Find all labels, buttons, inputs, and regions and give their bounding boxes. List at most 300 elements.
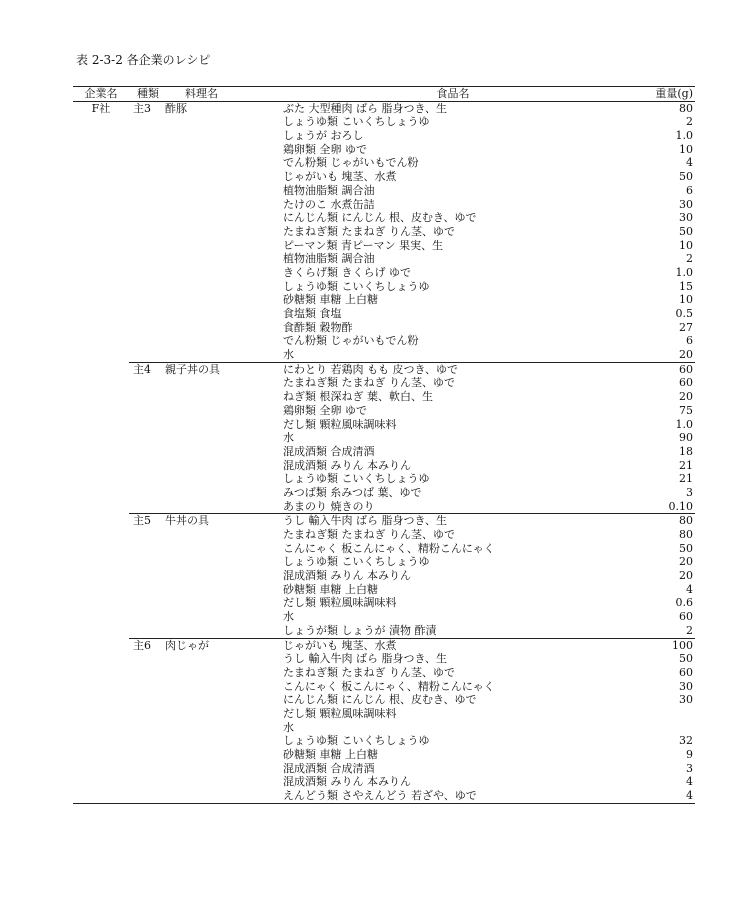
- type-cell: [129, 610, 165, 624]
- food-cell: しょうゆ類 こいくちしょうゆ: [283, 115, 430, 129]
- dish-cell: 酢豚: [165, 101, 187, 115]
- weight-cell: 18: [679, 444, 693, 458]
- type-cell: [129, 143, 165, 157]
- dish-cell: [165, 624, 283, 638]
- weight-cell: 1.0: [675, 265, 693, 279]
- table-row: [73, 239, 695, 253]
- company-cell: [73, 307, 129, 321]
- type-cell: [129, 156, 165, 170]
- type-cell: [129, 789, 165, 803]
- dish-cell: [165, 500, 283, 514]
- company-cell: [73, 211, 129, 225]
- type-cell: [129, 129, 165, 143]
- table-row: [73, 334, 695, 348]
- table-row: [73, 596, 695, 610]
- table-row: [73, 680, 695, 694]
- table-header: [73, 87, 695, 102]
- weight-cell: 20: [679, 348, 693, 362]
- dish-cell: [165, 143, 283, 157]
- food-cell: たまねぎ類 たまねぎ りん茎、ゆで: [283, 528, 455, 541]
- dish-cell: [165, 293, 283, 307]
- weight-cell: 0.10: [668, 499, 693, 513]
- dish-cell: [165, 707, 283, 721]
- weight-cell: 80: [623, 514, 695, 528]
- table-row: [73, 293, 695, 307]
- food-cell: たまねぎ類 たまねぎ りん茎、ゆで: [283, 665, 455, 679]
- weight-cell: 32: [679, 734, 693, 748]
- table-row: [73, 542, 695, 556]
- dish-cell: [165, 610, 283, 624]
- company-cell: [73, 775, 129, 789]
- type-cell: [129, 280, 165, 294]
- weight-cell: 6: [686, 334, 693, 348]
- weight-cell: 75: [679, 403, 693, 417]
- type-cell: [129, 376, 165, 390]
- company-cell: [73, 348, 129, 362]
- table-row: [73, 170, 695, 184]
- type-cell: [129, 583, 165, 597]
- company-cell: [73, 762, 129, 776]
- table-row: [73, 101, 695, 115]
- weight-cell: 100: [623, 638, 695, 652]
- food-cell: うし 輸入牛肉 ばら 脂身つき、生: [283, 652, 448, 666]
- table-row: [73, 734, 695, 748]
- dish-cell: [165, 652, 283, 666]
- food-cell: 砂糖類 車糖 上白糖: [283, 748, 378, 761]
- type-cell: [129, 225, 165, 239]
- weight-cell: 3: [686, 485, 693, 499]
- header-row: [73, 87, 695, 102]
- company-cell: [73, 184, 129, 198]
- weight-cell: 30: [679, 693, 693, 707]
- food-cell: ピーマン類 青ピーマン 果実、生: [283, 238, 444, 252]
- food-cell: きくらげ類 きくらげ ゆで: [283, 265, 411, 279]
- weight-cell: 50: [679, 652, 693, 666]
- food-cell: しょうゆ類 こいくちしょうゆ: [283, 555, 430, 569]
- table-row: [73, 775, 695, 789]
- table-row: [73, 390, 695, 404]
- company-cell: [73, 500, 129, 514]
- table-row: [73, 307, 695, 321]
- company-cell: F社: [91, 101, 111, 115]
- type-cell: [129, 762, 165, 776]
- company-cell: [73, 514, 129, 528]
- company-cell: [73, 459, 129, 473]
- type-cell: [129, 528, 165, 542]
- type-cell: [129, 293, 165, 307]
- company-cell: [73, 680, 129, 694]
- food-cell: じゃがいも 塊茎、水煮: [283, 638, 623, 652]
- company-cell: [73, 362, 129, 376]
- type-cell: [129, 472, 165, 486]
- food-cell: 混成酒類 みりん 本みりん: [283, 458, 411, 472]
- food-cell: しょうゆ類 こいくちしょうゆ: [283, 472, 430, 486]
- table-row: [73, 143, 695, 157]
- type-cell: [129, 652, 165, 666]
- company-cell: [73, 129, 129, 143]
- company-cell: [73, 225, 129, 239]
- type-cell: [129, 431, 165, 445]
- dish-cell: [165, 170, 283, 184]
- type-cell: [129, 775, 165, 789]
- type-cell: [129, 666, 165, 680]
- type-cell: [129, 555, 165, 569]
- food-cell: しょうが おろし: [283, 129, 364, 143]
- dish-cell: [165, 334, 283, 348]
- dish-cell: [165, 748, 283, 762]
- weight-cell: 21: [679, 472, 693, 486]
- header-dish: 料理名: [185, 87, 218, 100]
- type-cell: [129, 748, 165, 762]
- table-row: [73, 500, 695, 514]
- weight-cell: 30: [679, 211, 693, 225]
- dish-cell: [165, 198, 283, 212]
- dish-cell: [165, 307, 283, 321]
- company-cell: [73, 143, 129, 157]
- header-weight: 重量(g): [655, 87, 693, 100]
- food-cell: たけのこ 水煮缶詰: [283, 197, 375, 211]
- company-cell: [73, 583, 129, 597]
- table-row: [73, 376, 695, 390]
- food-cell: でん粉類 じゃがいもでん粉: [283, 156, 419, 170]
- food-cell: しょうゆ類 こいくちしょうゆ: [283, 734, 430, 748]
- dish-cell: [165, 666, 283, 680]
- dish-cell: [165, 129, 283, 143]
- food-cell: 植物油脂類 調合油: [283, 183, 375, 197]
- type-cell: [129, 334, 165, 348]
- table-row: [73, 445, 695, 459]
- food-cell: しょうが類 しょうが 漬物 酢漬: [283, 623, 437, 637]
- weight-cell: 80: [679, 528, 693, 541]
- table-row: [73, 748, 695, 762]
- table-row: [73, 569, 695, 583]
- weight-cell: 1.0: [675, 129, 693, 143]
- table-row: [73, 280, 695, 294]
- dish-cell: [165, 555, 283, 569]
- type-cell: [129, 459, 165, 473]
- table-row: [73, 266, 695, 280]
- company-cell: [73, 252, 129, 266]
- type-cell: [129, 693, 165, 707]
- dish-cell: [165, 418, 283, 432]
- weight-cell: 50: [679, 170, 693, 184]
- dish-cell: [165, 542, 283, 556]
- dish-cell: [165, 472, 283, 486]
- weight-cell: 4: [686, 156, 693, 170]
- food-cell: 水: [283, 720, 294, 734]
- food-cell: じゃがいも 塊茎、水煮: [283, 170, 397, 184]
- table-row: [73, 184, 695, 198]
- table-row: [73, 225, 695, 239]
- weight-cell: 30: [679, 197, 693, 211]
- weight-cell: 60: [679, 610, 693, 624]
- weight-cell: 80: [679, 101, 693, 115]
- table-row: [73, 362, 695, 376]
- type-cell: [129, 445, 165, 459]
- food-cell: 混成酒類 みりん 本みりん: [283, 569, 411, 583]
- company-cell: [73, 638, 129, 652]
- dish-cell: [165, 184, 283, 198]
- dish-cell: [165, 734, 283, 748]
- table-caption: 表 2-3-2 各企業のレシピ: [76, 53, 211, 67]
- food-cell: 鶏卵類 全卵 ゆで: [283, 142, 367, 156]
- company-cell: [73, 334, 129, 348]
- food-cell: 鶏卵類 全卵 ゆで: [283, 403, 367, 417]
- food-cell: うし 輸入牛肉 ばら 脂身つき、生: [283, 514, 623, 528]
- type-cell: [129, 500, 165, 514]
- food-cell: たまねぎ類 たまねぎ りん茎、ゆで: [283, 376, 455, 390]
- weight-cell: 60: [623, 362, 695, 376]
- weight-cell: 15: [679, 279, 693, 293]
- table-row: [73, 624, 695, 638]
- food-cell: だし類 顆粒風味調味料: [283, 706, 397, 720]
- type-cell: 主4: [129, 362, 165, 376]
- weight-cell: 20: [679, 569, 693, 583]
- table-row: [73, 252, 695, 266]
- type-cell: [129, 348, 165, 362]
- weight-cell: 2: [686, 115, 693, 129]
- company-cell: [73, 486, 129, 500]
- dish-cell: [165, 376, 283, 390]
- dish-cell: 肉じゃが: [165, 638, 283, 652]
- food-cell: にわとり 若鶏肉 もも 皮つき、ゆで: [283, 362, 623, 376]
- table-row: [73, 486, 695, 500]
- table-row: [73, 404, 695, 418]
- type-cell: [129, 170, 165, 184]
- food-cell: しょうゆ類 こいくちしょうゆ: [283, 279, 430, 293]
- table-row: [73, 693, 695, 707]
- weight-cell: 2: [686, 252, 693, 266]
- company-cell: [73, 280, 129, 294]
- table-row: [73, 321, 695, 335]
- dish-cell: [165, 266, 283, 280]
- dish-cell: [165, 693, 283, 707]
- table-row: [73, 583, 695, 597]
- type-cell: [129, 307, 165, 321]
- weight-cell: 10: [679, 238, 693, 252]
- weight-cell: 20: [679, 555, 693, 569]
- company-cell: [73, 596, 129, 610]
- weight-cell: 60: [679, 376, 693, 390]
- weight-cell: 1.0: [675, 417, 693, 431]
- type-cell: [129, 252, 165, 266]
- company-cell: [73, 789, 129, 803]
- company-cell: [73, 569, 129, 583]
- table-row: [73, 472, 695, 486]
- weight-cell: 27: [679, 320, 693, 334]
- dish-cell: [165, 680, 283, 694]
- dish-cell: [165, 721, 283, 735]
- food-cell: 混成酒類 合成清酒: [283, 761, 375, 775]
- company-cell: [73, 748, 129, 762]
- food-cell: にんじん類 にんじん 根、皮むき、ゆで: [283, 693, 477, 707]
- company-cell: [73, 472, 129, 486]
- food-cell: ねぎ類 根深ねぎ 葉、軟白、生: [283, 390, 433, 404]
- table-row: [73, 459, 695, 473]
- dish-cell: [165, 775, 283, 789]
- table-row: [73, 198, 695, 212]
- weight-cell: 3: [686, 761, 693, 775]
- table-row: [73, 528, 695, 542]
- food-cell: にんじん類 にんじん 根、皮むき、ゆで: [283, 211, 477, 225]
- weight-cell: 6: [686, 183, 693, 197]
- company-cell: [73, 170, 129, 184]
- table-row: [73, 555, 695, 569]
- dish-cell: [165, 583, 283, 597]
- company-cell: [73, 734, 129, 748]
- table-row: [73, 115, 695, 129]
- type-cell: [129, 569, 165, 583]
- food-cell: 混成酒類 みりん 本みりん: [283, 775, 411, 789]
- header-company: 企業名: [84, 87, 118, 100]
- food-cell: あまのり 焼きのり: [283, 499, 375, 513]
- type-cell: 主6: [129, 638, 165, 652]
- weight-cell: 30: [679, 679, 693, 693]
- food-cell: こんにゃく 板こんにゃく、精粉こんにゃく: [283, 541, 495, 555]
- food-cell: 植物油脂類 調合油: [283, 252, 375, 266]
- dish-cell: [165, 390, 283, 404]
- table-row: [73, 707, 695, 721]
- dish-cell: [165, 762, 283, 776]
- table-row: [73, 348, 695, 362]
- type-cell: [129, 680, 165, 694]
- company-cell: [73, 293, 129, 307]
- dish-cell: [165, 528, 283, 542]
- header-type: 種類: [137, 87, 159, 100]
- type-cell: [129, 184, 165, 198]
- food-cell: たまねぎ類 たまねぎ りん茎、ゆで: [283, 224, 455, 238]
- dish-cell: [165, 431, 283, 445]
- table-row: [73, 638, 695, 652]
- dish-cell: [165, 596, 283, 610]
- table-row: [73, 610, 695, 624]
- company-cell: [73, 445, 129, 459]
- food-cell: だし類 顆粒風味調味料: [283, 417, 397, 431]
- company-cell: [73, 404, 129, 418]
- type-cell: [129, 239, 165, 253]
- company-cell: [73, 528, 129, 542]
- weight-cell: 0.5: [675, 307, 693, 320]
- type-cell: 主5: [129, 514, 165, 528]
- company-cell: [73, 652, 129, 666]
- company-cell: [73, 156, 129, 170]
- food-cell: ぶた 大型種肉 ばら 脂身つき、生: [283, 101, 448, 115]
- food-cell: 食酢類 穀物酢: [283, 320, 353, 334]
- dish-cell: [165, 321, 283, 335]
- dish-cell: 親子丼の具: [165, 362, 283, 376]
- type-cell: 主3: [133, 101, 151, 115]
- company-cell: [73, 198, 129, 212]
- table-body: [73, 101, 695, 803]
- weight-cell: 2: [686, 623, 693, 637]
- type-cell: [129, 734, 165, 748]
- food-cell: 食塩類 食塩: [283, 307, 342, 320]
- type-cell: [129, 542, 165, 556]
- dish-cell: [165, 569, 283, 583]
- table-row: [73, 652, 695, 666]
- company-cell: [73, 266, 129, 280]
- dish-cell: [165, 280, 283, 294]
- company-cell: [73, 666, 129, 680]
- food-cell: 砂糖類 車糖 上白糖: [283, 582, 378, 596]
- company-cell: [73, 321, 129, 335]
- food-cell: こんにゃく 板こんにゃく、精粉こんにゃく: [283, 679, 495, 693]
- food-cell: えんどう類 さやえんどう 若ざや、ゆで: [283, 789, 477, 803]
- table-row: [73, 666, 695, 680]
- type-cell: [129, 707, 165, 721]
- company-cell: [73, 555, 129, 569]
- type-cell: [129, 486, 165, 500]
- company-cell: [73, 239, 129, 253]
- food-cell: だし類 顆粒風味調味料: [283, 596, 397, 610]
- company-cell: [73, 693, 129, 707]
- table-row: [73, 211, 695, 225]
- table-row: [73, 129, 695, 143]
- dish-cell: [165, 486, 283, 500]
- food-cell: 水: [283, 610, 294, 624]
- company-cell: [73, 376, 129, 390]
- food-cell: でん粉類 じゃがいもでん粉: [283, 334, 419, 348]
- type-cell: [129, 198, 165, 212]
- weight-cell: 9: [686, 748, 693, 761]
- type-cell: [129, 404, 165, 418]
- company-cell: [73, 624, 129, 638]
- dish-cell: [165, 348, 283, 362]
- weight-cell: 4: [686, 775, 693, 789]
- weight-cell: 21: [679, 458, 693, 472]
- weight-cell: 60: [679, 665, 693, 679]
- table-row: [73, 418, 695, 432]
- weight-cell: 90: [679, 431, 693, 445]
- dish-cell: [165, 252, 283, 266]
- food-cell: 混成酒類 合成清酒: [283, 444, 375, 458]
- table-row: [73, 514, 695, 528]
- company-cell: [73, 542, 129, 556]
- company-cell: [73, 390, 129, 404]
- weight-cell: 50: [679, 541, 693, 555]
- weight-cell: 20: [679, 390, 693, 404]
- dish-cell: [165, 459, 283, 473]
- dish-cell: [165, 225, 283, 239]
- table-row: [73, 721, 695, 735]
- company-cell: [73, 721, 129, 735]
- type-cell: [129, 115, 165, 129]
- table-row: [73, 762, 695, 776]
- food-cell: 砂糖類 車糖 上白糖: [283, 293, 378, 307]
- company-cell: [73, 431, 129, 445]
- dish-cell: [165, 115, 283, 129]
- dish-cell: [165, 445, 283, 459]
- dish-cell: [165, 789, 283, 803]
- header-food: 食品名: [436, 87, 470, 100]
- weight-cell: [623, 707, 695, 721]
- weight-cell: 10: [679, 142, 693, 156]
- type-cell: [129, 596, 165, 610]
- weight-cell: 0.6: [675, 596, 693, 610]
- dish-cell: [165, 404, 283, 418]
- company-cell: [73, 610, 129, 624]
- table-row: [73, 789, 695, 803]
- dish-cell: [165, 211, 283, 225]
- weight-cell: 10: [679, 293, 693, 307]
- table-row: [73, 431, 695, 445]
- food-cell: 水: [283, 431, 294, 445]
- type-cell: [129, 418, 165, 432]
- weight-cell: [623, 721, 695, 735]
- company-cell: [73, 418, 129, 432]
- company-cell: [73, 115, 129, 129]
- weight-cell: 50: [679, 224, 693, 238]
